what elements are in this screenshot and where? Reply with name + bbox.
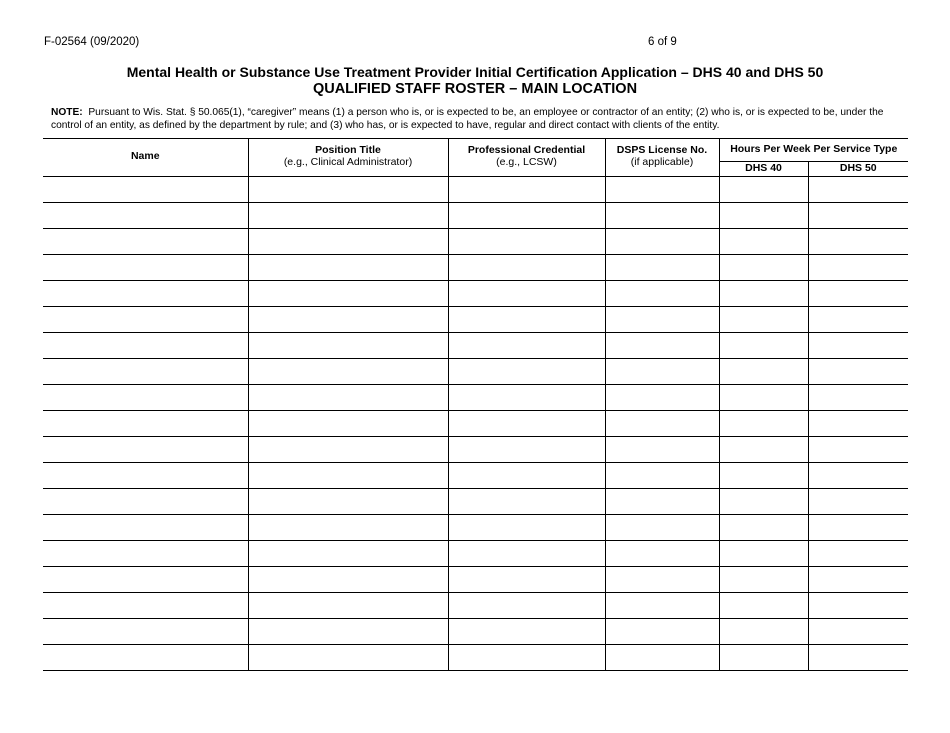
position-title-cell[interactable] <box>248 489 448 515</box>
caregiver-note <box>51 107 911 132</box>
name-cell[interactable] <box>43 333 248 359</box>
credential-cell[interactable] <box>448 645 605 671</box>
dhs40-hours-cell[interactable] <box>719 229 808 255</box>
credential-cell[interactable] <box>448 593 605 619</box>
license-cell[interactable] <box>605 255 719 281</box>
table-row <box>43 593 908 619</box>
table-row <box>43 541 908 567</box>
dhs50-hours-cell[interactable] <box>808 385 908 411</box>
name-cell[interactable] <box>43 385 248 411</box>
dhs50-hours-cell[interactable] <box>808 307 908 333</box>
dhs40-hours-cell[interactable] <box>719 203 808 229</box>
license-cell[interactable] <box>605 437 719 463</box>
position-title-cell[interactable] <box>248 515 448 541</box>
table-row <box>43 515 908 541</box>
dhs50-hours-cell[interactable] <box>808 333 908 359</box>
table-row <box>43 359 908 385</box>
table-row <box>43 307 908 333</box>
position-title-cell[interactable] <box>248 619 448 645</box>
position-title-cell[interactable] <box>248 203 448 229</box>
position-title-cell[interactable] <box>248 463 448 489</box>
name-cell[interactable] <box>43 489 248 515</box>
note-label: NOTE: <box>51 107 83 118</box>
name-cell[interactable] <box>43 463 248 489</box>
credential-cell[interactable] <box>448 307 605 333</box>
position-title-cell[interactable] <box>248 437 448 463</box>
position-title-cell[interactable] <box>248 255 448 281</box>
position-title-cell[interactable] <box>248 359 448 385</box>
license-cell[interactable] <box>605 567 719 593</box>
name-cell[interactable] <box>43 229 248 255</box>
dhs50-hours-cell[interactable] <box>808 489 908 515</box>
license-cell[interactable] <box>605 359 719 385</box>
col-header-license <box>605 139 719 177</box>
dhs40-hours-cell[interactable] <box>719 177 808 203</box>
table-row <box>43 333 908 359</box>
name-cell[interactable] <box>43 437 248 463</box>
form-title: Mental Health or Substance Use Treatment Provider Initial Certification Application – DHS 40 and DHS 50 <box>126 64 824 80</box>
dhs40-hours-cell[interactable] <box>719 463 808 489</box>
dhs40-hours-cell[interactable] <box>719 437 808 463</box>
license-cell[interactable] <box>605 593 719 619</box>
name-cell[interactable] <box>43 619 248 645</box>
table-row <box>43 437 908 463</box>
dhs40-hours-cell[interactable] <box>719 489 808 515</box>
dhs40-hours-cell[interactable] <box>719 333 808 359</box>
license-cell[interactable] <box>605 177 719 203</box>
col-header-name <box>43 139 248 177</box>
name-cell[interactable] <box>43 281 248 307</box>
dhs40-hours-cell[interactable] <box>719 281 808 307</box>
table-row <box>43 645 908 671</box>
page-number: 6 of 9 <box>648 36 677 48</box>
col-header-credential <box>448 139 605 177</box>
name-cell[interactable] <box>43 359 248 385</box>
table-row <box>43 229 908 255</box>
table-row <box>43 177 908 203</box>
dhs40-hours-cell[interactable] <box>719 385 808 411</box>
dhs40-hours-cell[interactable] <box>719 593 808 619</box>
license-header-label: DSPS License No. <box>616 144 708 156</box>
license-cell[interactable] <box>605 515 719 541</box>
name-cell[interactable] <box>43 515 248 541</box>
table-row <box>43 567 908 593</box>
dhs40-hours-cell[interactable] <box>719 255 808 281</box>
dhs50-hours-cell[interactable] <box>808 177 908 203</box>
credential-cell[interactable] <box>448 541 605 567</box>
credential-cell[interactable] <box>448 567 605 593</box>
license-cell[interactable] <box>605 645 719 671</box>
dhs40-hours-cell[interactable] <box>719 541 808 567</box>
name-cell[interactable] <box>43 645 248 671</box>
dhs50-hours-cell[interactable] <box>808 619 908 645</box>
dhs50-hours-cell[interactable] <box>808 567 908 593</box>
dhs50-hours-cell[interactable] <box>808 229 908 255</box>
credential-cell[interactable] <box>448 411 605 437</box>
license-cell[interactable] <box>605 229 719 255</box>
roster-body <box>43 177 908 671</box>
name-cell[interactable] <box>43 255 248 281</box>
dhs50-hours-cell[interactable] <box>808 541 908 567</box>
credential-cell[interactable] <box>448 359 605 385</box>
col-header-hours-per-week <box>719 139 908 162</box>
credential-cell[interactable] <box>448 177 605 203</box>
license-cell[interactable] <box>605 203 719 229</box>
form-id: F-02564 (09/2020) <box>44 36 140 48</box>
dhs40-hours-cell[interactable] <box>719 645 808 671</box>
license-hint: (if applicable) <box>630 156 694 168</box>
position-title-cell[interactable] <box>248 307 448 333</box>
dhs40-hours-cell[interactable] <box>719 359 808 385</box>
credential-cell[interactable] <box>448 489 605 515</box>
license-cell[interactable] <box>605 281 719 307</box>
position-title-cell[interactable] <box>248 593 448 619</box>
note-text: Pursuant to Wis. Stat. § 50.065(1), “caregiver” means (1) a person who is, or is expected to be, an employee or contractor of an entity; (2) who is, or is expected to be, under the control of an entity, as defined by the department by rule; and (3) who has, or is expected to have, regular and direct contact with clients of the entity. <box>51 107 884 131</box>
dhs40-hours-cell[interactable] <box>719 567 808 593</box>
position-title-cell[interactable] <box>248 177 448 203</box>
dhs40-hours-cell[interactable] <box>719 515 808 541</box>
license-cell[interactable] <box>605 411 719 437</box>
form-subtitle: QUALIFIED STAFF ROSTER – MAIN LOCATION <box>312 81 638 97</box>
dhs40-hours-cell[interactable] <box>719 619 808 645</box>
dhs50-hours-cell[interactable] <box>808 463 908 489</box>
name-header-label: Name <box>130 150 160 162</box>
position-title-header-label: Position Title <box>315 144 381 156</box>
dhs50-hours-cell[interactable] <box>808 437 908 463</box>
position-title-cell[interactable] <box>248 281 448 307</box>
col-header-dhs50: DHS 50 <box>808 162 908 177</box>
position-title-cell[interactable] <box>248 541 448 567</box>
dhs50-hours-cell[interactable] <box>808 515 908 541</box>
dhs50-hours-cell[interactable] <box>808 281 908 307</box>
dhs50-hours-cell[interactable] <box>808 645 908 671</box>
credential-header-label: Professional Credential <box>467 144 586 156</box>
position-title-cell[interactable] <box>248 229 448 255</box>
dhs50-hours-cell[interactable] <box>808 255 908 281</box>
col-header-position-title <box>248 139 448 177</box>
name-cell[interactable] <box>43 307 248 333</box>
table-row <box>43 619 908 645</box>
credential-cell[interactable] <box>448 229 605 255</box>
table-row <box>43 411 908 437</box>
col-header-dhs40: DHS 40 <box>719 162 808 177</box>
dhs50-hours-cell[interactable] <box>808 359 908 385</box>
credential-cell[interactable] <box>448 619 605 645</box>
name-cell[interactable] <box>43 177 248 203</box>
credential-cell[interactable] <box>448 281 605 307</box>
table-row <box>43 281 908 307</box>
name-cell[interactable] <box>43 541 248 567</box>
table-row <box>43 489 908 515</box>
name-cell[interactable] <box>43 567 248 593</box>
dhs40-hours-cell[interactable] <box>719 411 808 437</box>
dhs50-hours-cell[interactable] <box>808 411 908 437</box>
credential-hint: (e.g., LCSW) <box>496 156 557 168</box>
credential-cell[interactable] <box>448 333 605 359</box>
name-cell[interactable] <box>43 203 248 229</box>
name-cell[interactable] <box>43 593 248 619</box>
table-row <box>43 385 908 411</box>
name-cell[interactable] <box>43 411 248 437</box>
hours-header-label: Hours Per Week Per Service Type <box>730 143 898 155</box>
table-row <box>43 255 908 281</box>
license-cell[interactable] <box>605 333 719 359</box>
license-cell[interactable] <box>605 385 719 411</box>
license-cell[interactable] <box>605 489 719 515</box>
table-row <box>43 463 908 489</box>
credential-cell[interactable] <box>448 463 605 489</box>
position-title-cell[interactable] <box>248 333 448 359</box>
license-cell[interactable] <box>605 307 719 333</box>
license-cell[interactable] <box>605 463 719 489</box>
credential-cell[interactable] <box>448 203 605 229</box>
table-row <box>43 203 908 229</box>
credential-cell[interactable] <box>448 515 605 541</box>
credential-cell[interactable] <box>448 437 605 463</box>
credential-cell[interactable] <box>448 255 605 281</box>
position-title-cell[interactable] <box>248 567 448 593</box>
position-title-hint: (e.g., Clinical Administrator) <box>283 156 413 168</box>
position-title-cell[interactable] <box>248 645 448 671</box>
dhs50-hours-cell[interactable] <box>808 593 908 619</box>
license-cell[interactable] <box>605 619 719 645</box>
license-cell[interactable] <box>605 541 719 567</box>
dhs50-hours-cell[interactable] <box>808 203 908 229</box>
dhs40-hours-cell[interactable] <box>719 307 808 333</box>
staff-roster-table <box>43 138 908 671</box>
position-title-cell[interactable] <box>248 411 448 437</box>
credential-cell[interactable] <box>448 385 605 411</box>
position-title-cell[interactable] <box>248 385 448 411</box>
